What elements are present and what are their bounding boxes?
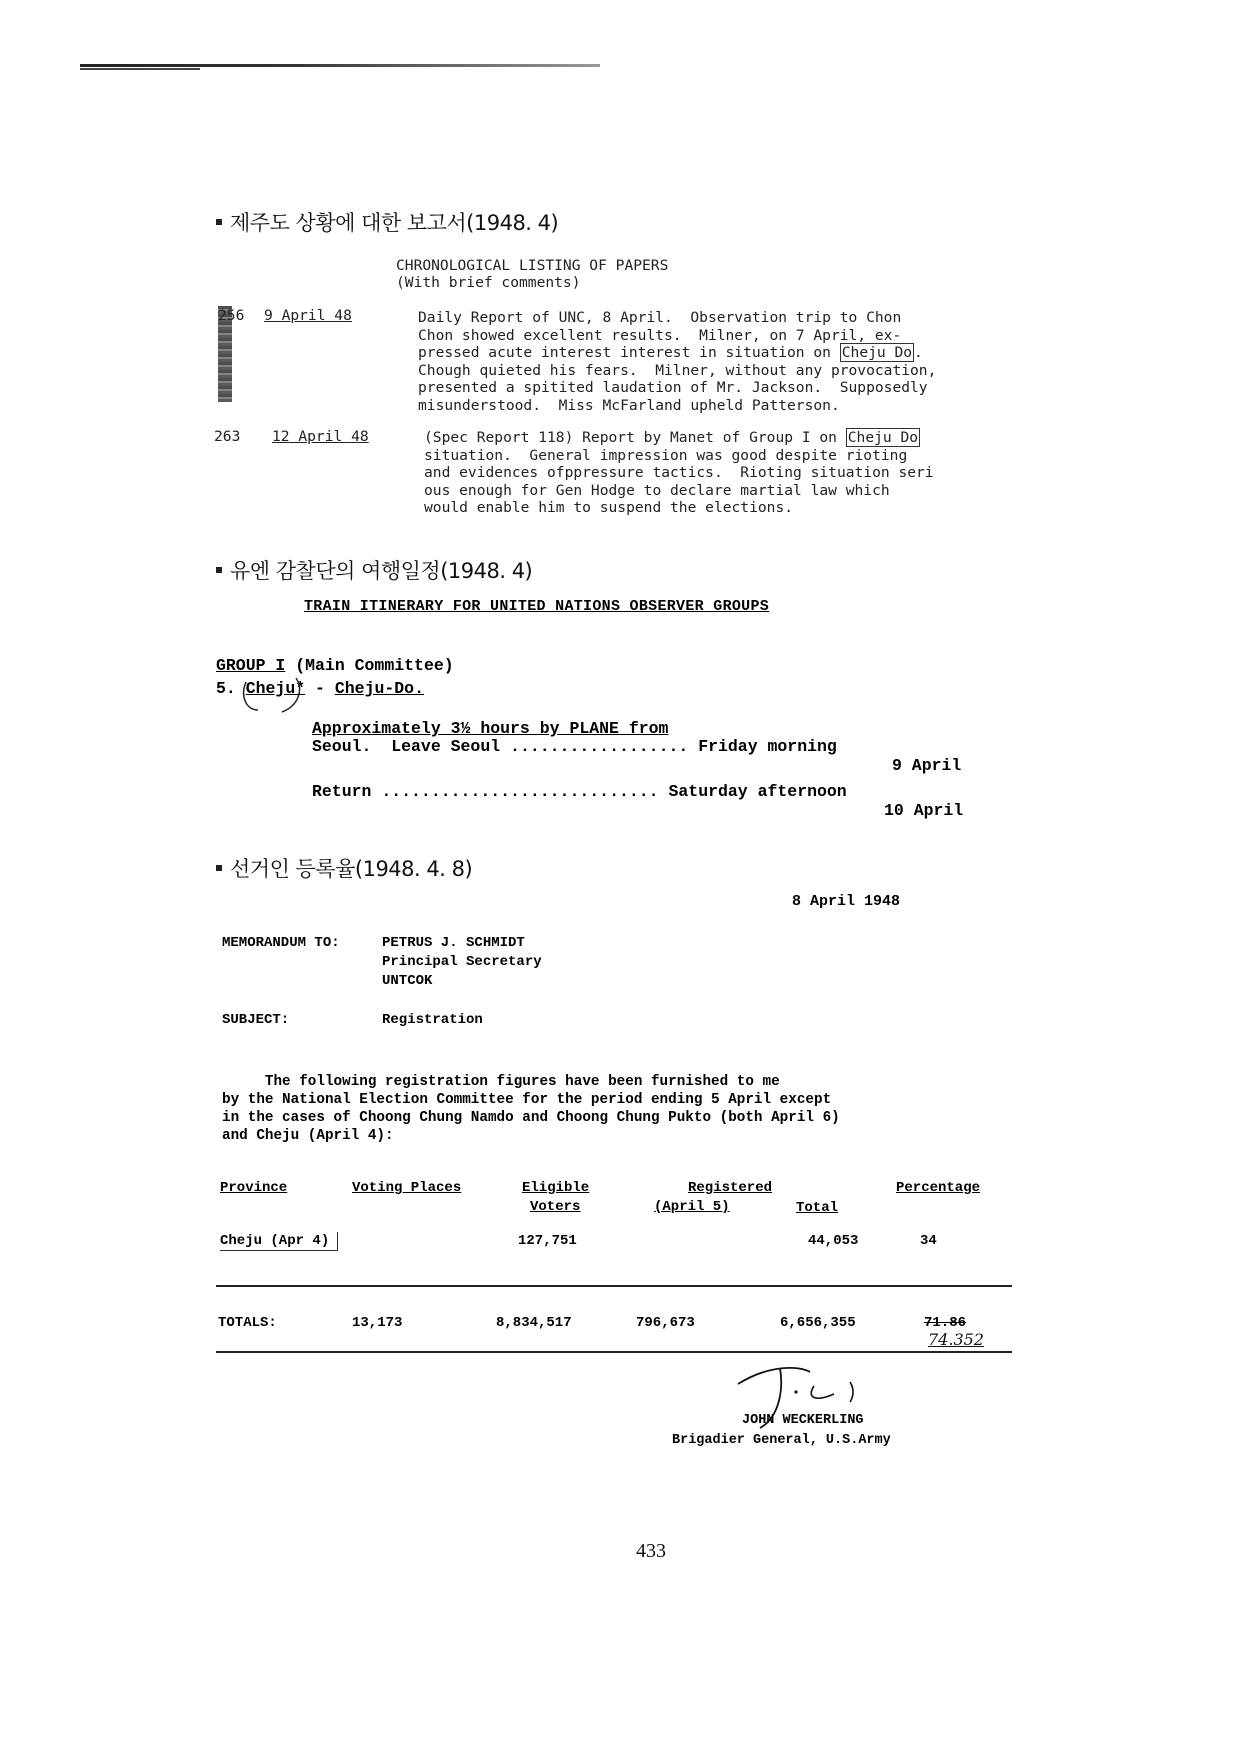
- boxed-term: Cheju Do: [841, 344, 913, 361]
- memo-to-name: PETRUS J. SCHMIDT: [382, 935, 525, 951]
- leader-dots: ............................: [381, 782, 659, 801]
- return-row: [312, 783, 847, 801]
- entry-body: [424, 429, 934, 517]
- travel-line: Approximately 3½ hours by PLANE from: [312, 719, 669, 738]
- body-line: in the cases of Choong Chung Namdo and Choong Chung Pukto (both April 6): [222, 1110, 840, 1126]
- col-header-province: Province: [220, 1180, 288, 1196]
- totals-voting-places: 13,173: [352, 1315, 403, 1331]
- entry-line: Chon showed excellent results. Milner, on 7 April, ex-: [418, 326, 902, 344]
- page-number: 433: [636, 1540, 666, 1562]
- cell-percentage: 34: [920, 1233, 937, 1249]
- depart-day: Friday morning: [698, 737, 837, 756]
- entry-line: would enable him to suspend the elections.: [424, 499, 794, 516]
- section-heading-itinerary: [216, 555, 532, 585]
- leader-dots: ..................: [510, 737, 689, 756]
- itinerary-title: TRAIN ITINERARY FOR UNITED NATIONS OBSERVER GROUPS: [304, 598, 770, 615]
- subject-label: SUBJECT:: [222, 1012, 290, 1028]
- totals-label: TOTALS:: [218, 1315, 277, 1331]
- entry-line-text: pressed acute interest interest in situation on: [418, 344, 840, 361]
- signer-name: JOHN WECKERLING: [742, 1413, 864, 1428]
- body-line: and Cheju (April 4):: [222, 1128, 394, 1144]
- bullet-icon: [216, 865, 222, 871]
- return-day: Saturday afternoon: [668, 782, 847, 801]
- section-heading-registration: [216, 853, 472, 883]
- entry-line: [418, 344, 936, 362]
- cell-province: Cheju (Apr 4): [220, 1232, 338, 1251]
- section-heading-text: 유엔 감찰단의 여행일정(1948. 4): [230, 559, 533, 583]
- col-header-percentage: Percentage: [896, 1180, 981, 1196]
- col-header-voters: Voters: [530, 1199, 581, 1215]
- entry-line-text: (Spec Report 118) Report by Manet of Group I on: [424, 429, 846, 446]
- entry-line: and evidences ofppressure tactics. Rioting situation seri: [424, 464, 934, 481]
- bullet-icon: [216, 567, 222, 573]
- entry-line: presented a spitited laudation of Mr. Jackson. Supposedly: [418, 379, 928, 396]
- totals-percentage-struck: 71.86: [924, 1315, 967, 1331]
- body-line: The following registration figures have been furnished to me: [222, 1074, 780, 1090]
- depart-label: Seoul. Leave Seoul: [312, 737, 501, 756]
- memo-body: [222, 1073, 840, 1145]
- col-header-eligible: Eligible: [522, 1180, 590, 1196]
- entry-line: Daily Report of UNC, 8 April. Observation trip to Chon: [418, 309, 902, 326]
- item-number: 5.: [216, 679, 236, 698]
- col-header-registered: Registered: [688, 1180, 773, 1196]
- entry-line: situation. General impression was good despite rioting: [424, 446, 908, 464]
- doc-subtitle: (With brief comments): [396, 274, 581, 291]
- entry-number: 263: [214, 428, 241, 445]
- body-line: by the National Election Committee for the period ending 5 April except: [222, 1092, 832, 1108]
- cell-eligible: 127,751: [518, 1233, 577, 1249]
- boxed-term: Cheju Do: [847, 429, 919, 446]
- section-heading-cheju-report: [216, 207, 558, 237]
- memo-to-label: MEMORANDUM TO:: [222, 935, 340, 951]
- period: .: [914, 344, 923, 361]
- return-label: Return: [312, 782, 372, 801]
- doc-title: CHRONOLOGICAL LISTING OF PAPERS: [396, 257, 669, 274]
- group-title: GROUP I: [216, 656, 286, 675]
- entry-number: 256: [218, 307, 245, 324]
- item-from: Cheju*: [245, 679, 306, 698]
- entry-body: [418, 309, 936, 414]
- memo-to-title: Principal Secretary: [382, 954, 542, 970]
- bullet-icon: [216, 219, 222, 225]
- entry-line: [424, 429, 934, 447]
- subject-value: Registration: [382, 1012, 483, 1028]
- col-header-total: Total: [796, 1200, 839, 1216]
- entry-date: 9 April 48: [264, 307, 352, 324]
- section-heading-text: 선거인 등록율(1948. 4. 8): [230, 857, 473, 881]
- table-rule-bottom: [216, 1351, 1012, 1353]
- signer-title: Brigadier General, U.S.Army: [672, 1433, 891, 1448]
- memo-date: 8 April 1948: [792, 893, 901, 910]
- group-heading: [216, 657, 454, 675]
- depart-date: 9 April: [892, 756, 962, 775]
- memo-to-org: UNTCOK: [382, 973, 433, 989]
- return-date: 10 April: [884, 801, 964, 820]
- totals-percentage-handwritten: 74.352: [928, 1330, 984, 1349]
- entry-line: Chough quieted his fears. Milner, without any provocation,: [418, 361, 937, 379]
- col-header-voting-places: Voting Places: [352, 1180, 462, 1196]
- group-subtitle: (Main Committee): [295, 656, 454, 675]
- section-heading-text: 제주도 상황에 대한 보고서(1948. 4): [230, 211, 559, 235]
- entry-date: 12 April 48: [272, 428, 369, 445]
- item-to: Cheju-Do.: [334, 679, 424, 698]
- table-rule-top: [216, 1285, 1012, 1287]
- totals-registered-april5: 796,673: [636, 1315, 695, 1331]
- entry-line: misunderstood. Miss McFarland upheld Patterson.: [418, 396, 840, 414]
- scan-artifact-line: [80, 64, 600, 67]
- entry-line: ous enough for Gen Hodge to declare martial law which: [424, 481, 890, 499]
- col-header-april5: (April 5): [654, 1199, 730, 1215]
- handwritten-mark-icon: [238, 676, 318, 716]
- depart-row: [312, 738, 837, 756]
- item-sep: -: [315, 679, 325, 698]
- scan-artifact-line: [80, 68, 200, 70]
- totals-total: 6,656,355: [780, 1315, 856, 1331]
- totals-eligible: 8,834,517: [496, 1315, 572, 1331]
- cell-total: 44,053: [808, 1233, 859, 1249]
